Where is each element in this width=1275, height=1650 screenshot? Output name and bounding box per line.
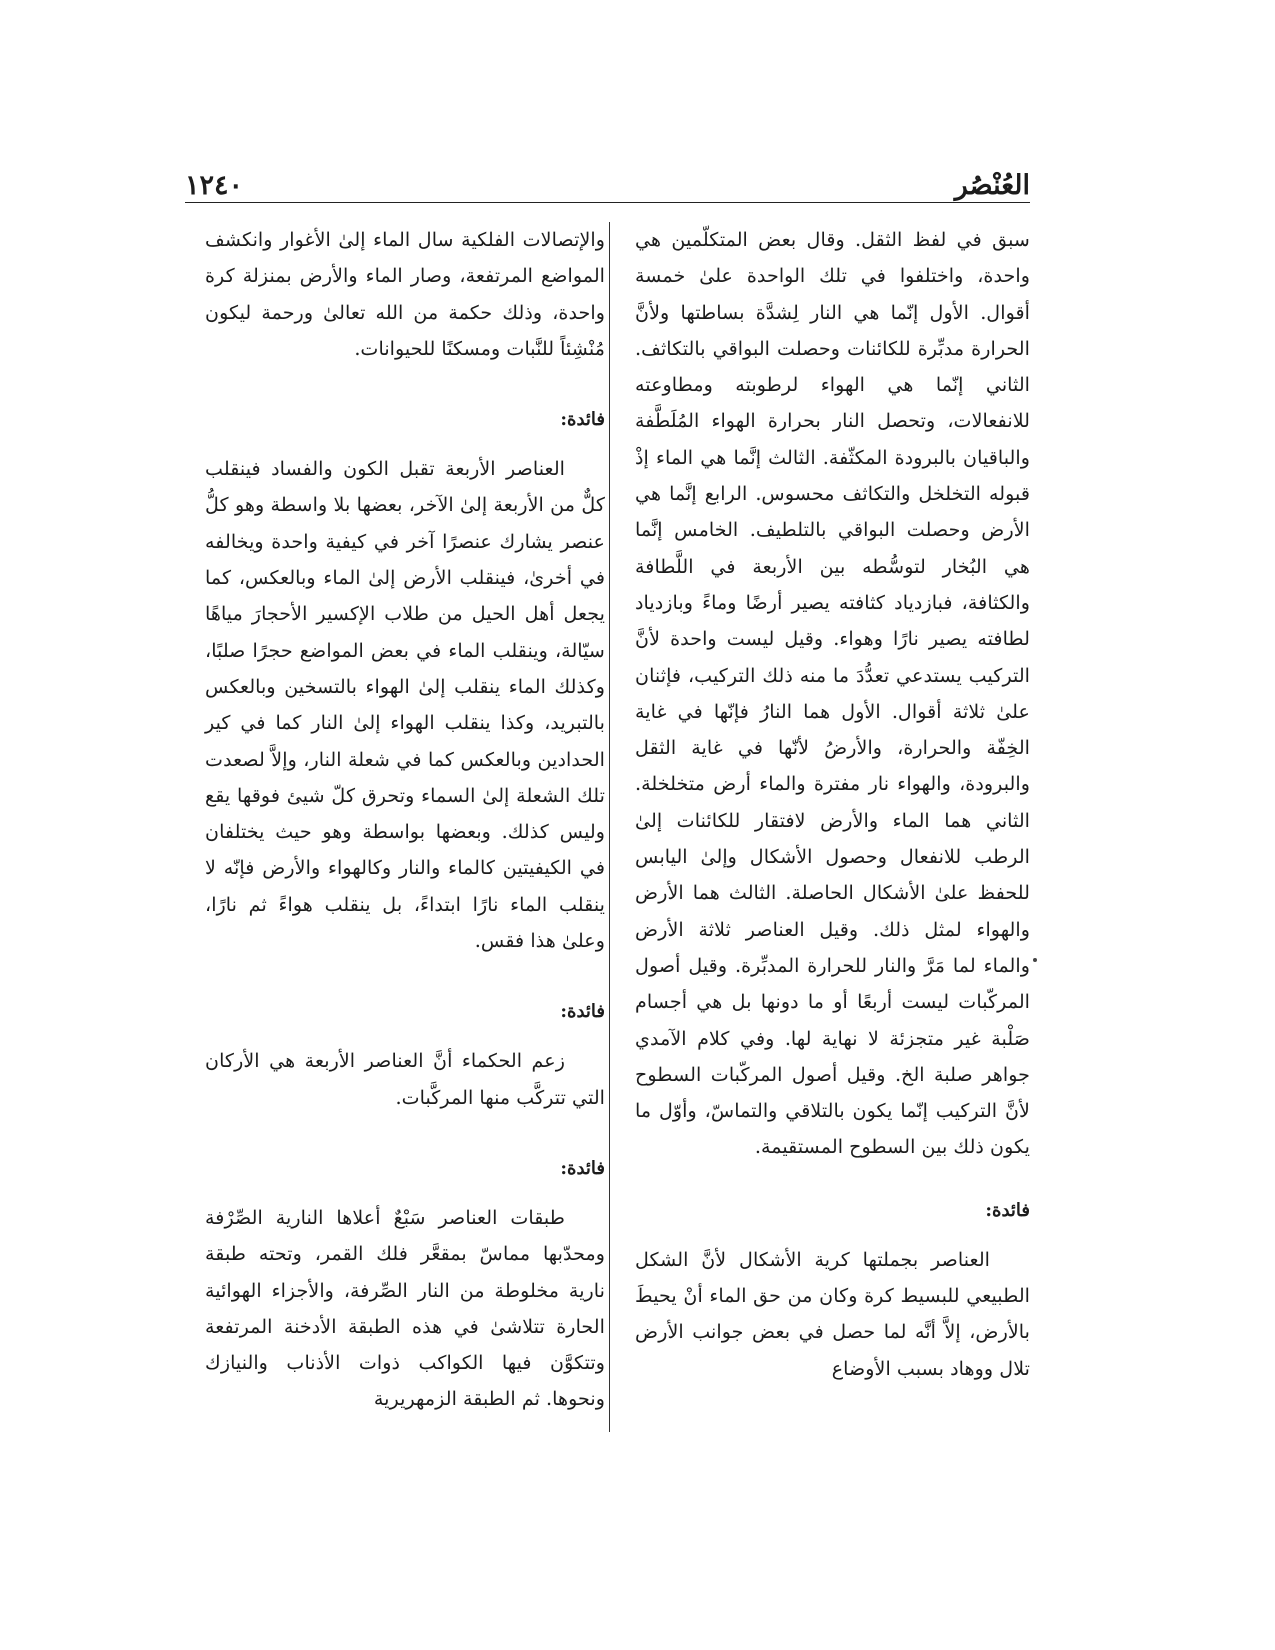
header-rule	[185, 202, 1030, 203]
paragraph: والإتصالات الفلكية سال الماء إلىٰ الأغوار وانكشف المواضع المرتفعة، وصار الماء والأرض بمنزلة كرة واحدة، وذلك حكمة من الله تعالىٰ ورحمة ليكون مُنْشِئاً للنَّبات ومسكنًا للحيوانات.	[205, 228, 605, 360]
right-column	[635, 222, 1030, 1387]
section-heading: فائدة:	[985, 1199, 1030, 1221]
section-heading: فائدة:	[560, 1001, 605, 1023]
scan-speck	[1033, 958, 1037, 962]
paragraph: العناصر الأربعة تقبل الكون والفساد فينقلب كلٌّ من الأربعة إلىٰ الآخر، بعضها بلا واسطة وهو كلُّ عنصر يشارك عنصرًا آخر في كيفية واحدة ويخالفه في أخرىٰ، فينقلب الأرض إلىٰ الماء وبالعكس، كما يجعل أهل الحيل من طلاب الإكسير الأحجارَ مياهًا سيّالة، وينقلب الماء في بعض المواضع حجرًا صلبًا، وكذلك الماء ينقلب إلىٰ الهواء بالتسخين وبالعكس بالتبريد، وكذا ينقلب الهواء إلىٰ النار كما في كير الحدادين وبالعكس كما في شعلة النار، وإلاَّ لصعدت تلك الشعلة إلىٰ السماء وتحرق كلّ شيئ فوقها يقع وليس كذلك. وبعضها بواسطة وهو حيث يختلفان في الكيفيتين كالماء والنار وكالهواء والأرض فإنّه لا ينقلب الماء نارًا ابتداءً، بل ينقلب هواءً ثم نارًا، وعلىٰ هذا فقس.	[205, 457, 605, 953]
paragraph: سبق في لفظ الثقل. وقال بعض المتكلّمين هي واحدة، واختلفوا في تلك الواحدة علىٰ خمسة أقوال. الأول إنّما هي النار لِشدَّة بساطتها ولأنَّ الحرارة مدبِّرة للكائنات وحصلت البواقي بالتكاثف. الثاني إنّما هي الهواء لرطوبته ومطاوعته للانفعالات، وتحصل النار بحرارة الهواء المُلَطَّفة والباقيان بالبرودة المكثّفة. الثالث إنَّما هي الماء إذْ قبوله التخلخل والتكاثف محسوس. الرابع إنَّما هي الأرض وحصلت البواقي بالتلطيف. الخامس إنَّما هي البُخار لتوسُّطه بين الأربعة في اللَّطافة والكثافة، فبازدياد كثافته يصير أرضًا وماءً وبازدياد لطافته يصير نارًا وهواء. وقيل ليست واحدة لأنَّ التركيب يستدعي تعدُّدَ ما منه ذلك التركيب، فإثنان علىٰ ثلاثة أقوال. الأول هما النارُ فإنّها في غاية الخِفّة والحرارة، والأرضُ لأنّها في غاية الثقل والبرودة، والهواء نار مفترة والماء أرض متخلخلة. الثاني هما الماء والأرض لافتقار للكائنات إلىٰ الرطب للانفعال وحصول الأشكال وإلىٰ اليابس للحفظ علىٰ الأشكال الحاصلة. الثالث هما الأرض والهواء لمثل ذلك. وقيل العناصر ثلاثة الأرض والماء لما مَرَّ والنار للحرارة المدبِّرة. وقيل أصول المركّبات ليست أربعًا أو ما دونها بل هي أجسام صَلْبة غير متجزئة لا نهاية لها. وفي كلام الآمدي جواهر صلبة الخ. وقيل أصول المركّبات السطوح لأنَّ التركيب إنّما يكون بالتلاقي والتماسّ، وأوّل ما يكون ذلك بين السطوح المستقيمة.	[635, 228, 1030, 1159]
paragraph: العناصر بجملتها كرية الأشكال لأنَّ الشكل الطبيعي للبسيط كرة وكان من حق الماء أنْ يحيطَ بالأرض، إلاَّ أنَّه لما حصل في بعض جوانب الأرض تلال ووهاد بسبب الأوضاع	[635, 1247, 1030, 1380]
paragraph: طبقات العناصر سَبْعٌ أعلاها النارية الصِّرْفة ومحدّبها مماسّ بمقعَّر فلك القمر، وتحته طبقة نارية مخلوطة من النار الصِّرفة، والأجزاء الهوائية الحارة تتلاشىٰ في هذه الطبقة الأدخنة المرتفعة وتتكوَّن فيها الكواكب ذوات الأذناب والنيازك ونحوها. ثم الطبقة الزمهريرية	[205, 1205, 605, 1411]
section-heading: فائدة:	[560, 409, 605, 431]
left-column	[205, 222, 605, 1418]
section-heading: فائدة:	[560, 1157, 605, 1179]
page-header	[185, 170, 1030, 212]
running-head: العُنْصُر	[954, 170, 1030, 201]
paragraph: زعم الحكماء أنَّ العناصر الأربعة هي الأركان التي تتركَّب منها المركَّبات.	[205, 1049, 605, 1109]
column-divider	[609, 222, 610, 1432]
page-number: ١٢٤٠	[185, 170, 244, 201]
